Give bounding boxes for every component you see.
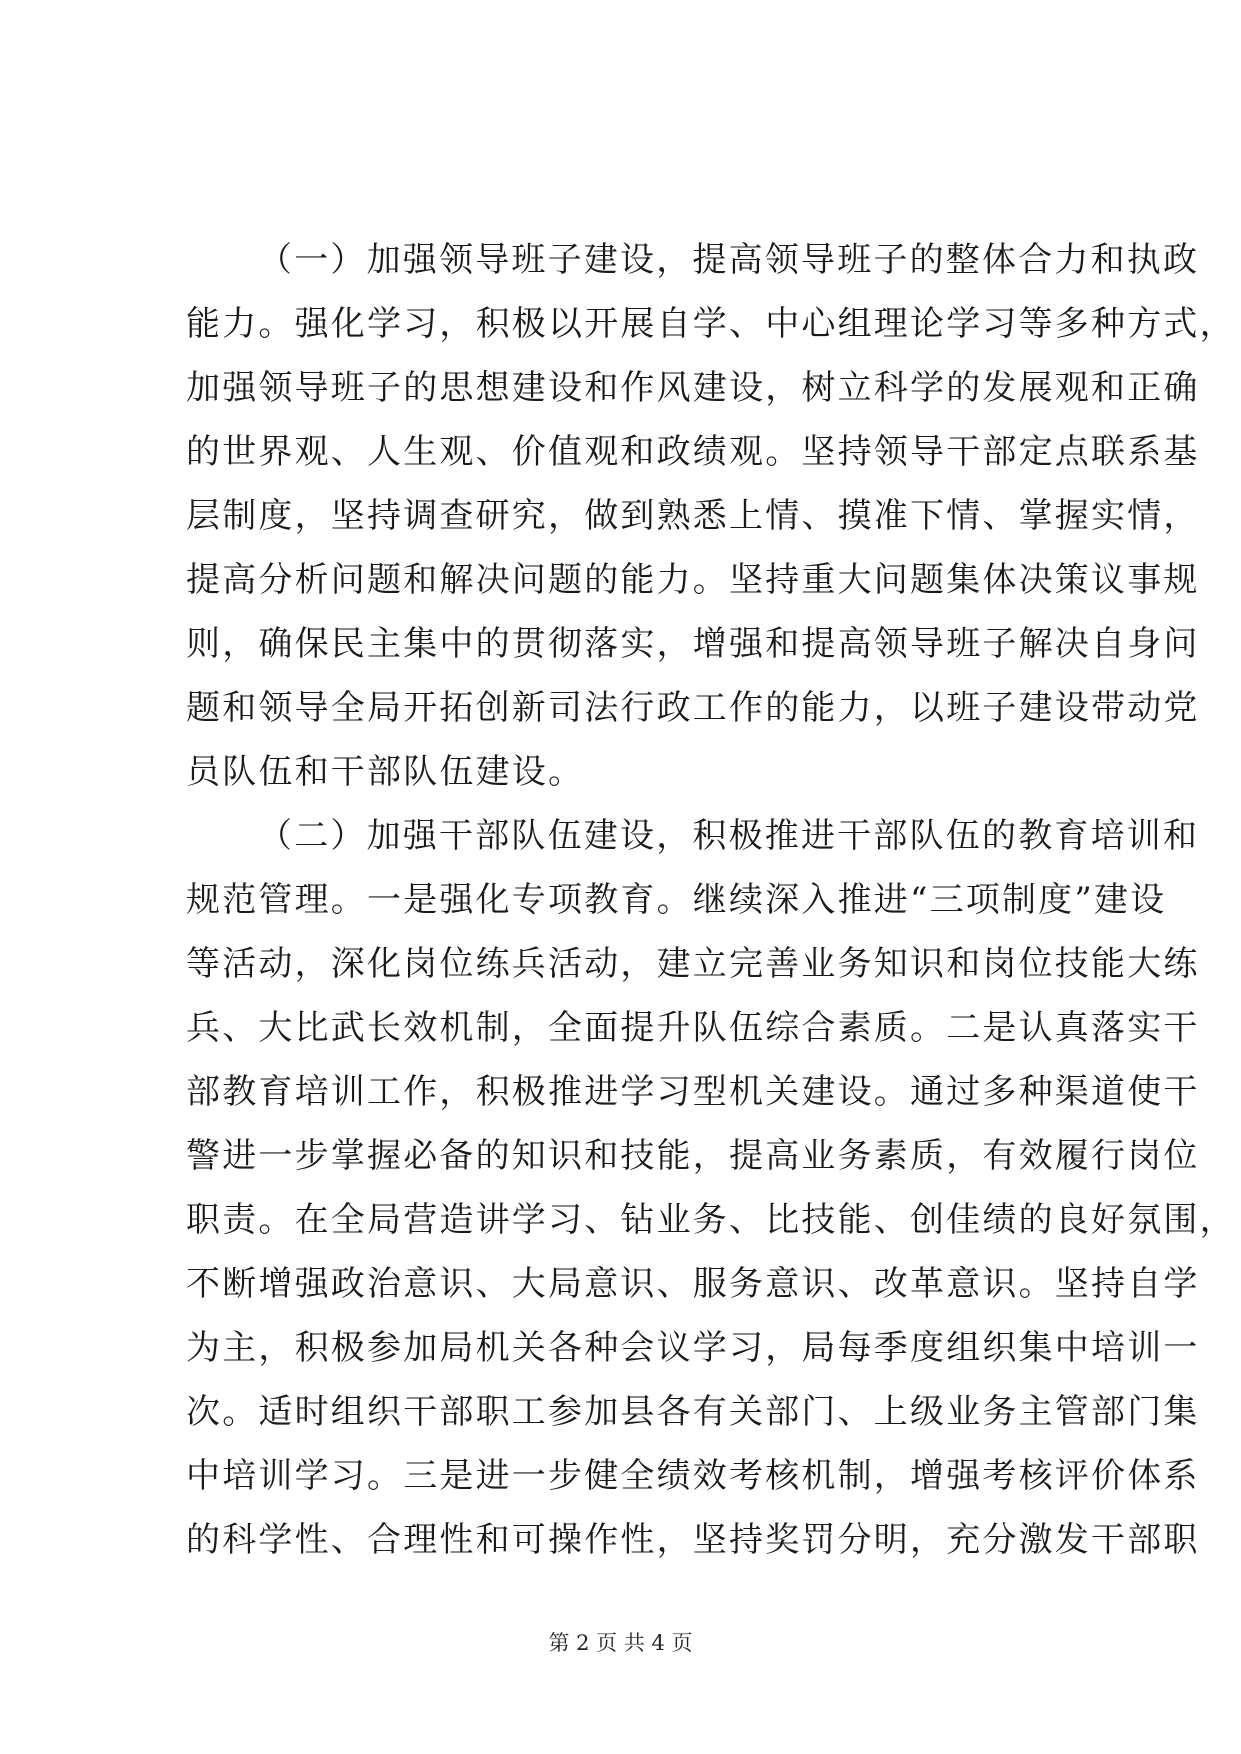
text-line: 警进一步掌握必备的知识和技能，提高业务素质，有效履行岗位 <box>186 1136 1200 1176</box>
text-line: 兵、大比武长效机制，全面提升队伍综合素质。二是认真落实干 <box>186 1008 1200 1048</box>
paragraph-2 <box>186 804 1236 1572</box>
text-line: 提高分析问题和解决问题的能力。坚持重大问题集体决策议事规 <box>186 560 1200 600</box>
text-line: 的科学性、合理性和可操作性，坚持奖罚分明，充分激发干部职 <box>186 1520 1200 1560</box>
text-line: 次。适时组织干部职工参加县各有关部门、上级业务主管部门集 <box>186 1392 1200 1432</box>
text-line: （一）加强领导班子建设，提高领导班子的整体合力和执政 <box>258 240 1200 280</box>
text-line: 员队伍和干部队伍建设。 <box>186 752 585 792</box>
page-number-footer: 第 2 页 共 4 页 <box>548 1631 693 1655</box>
paragraph-1 <box>186 228 1236 804</box>
text-line: 能力。强化学习，积极以开展自学、中心组理论学习等多种方式， <box>186 304 1236 344</box>
text-line: 中培训学习。三是进一步健全绩效考核机制，增强考核评价体系 <box>186 1456 1200 1496</box>
text-line: 则，确保民主集中的贯彻落实，增强和提高领导班子解决自身问 <box>186 624 1200 664</box>
text-line: 规范管理。一是强化专项教育。继续深入推进“三项制度”建设 <box>186 880 1167 920</box>
text-line: （二）加强干部队伍建设，积极推进干部队伍的教育培训和 <box>258 816 1200 856</box>
text-line: 为主，积极参加局机关各种会议学习，局每季度组织集中培训一 <box>186 1328 1200 1368</box>
text-line: 部教育培训工作，积极推进学习型机关建设。通过多种渠道使干 <box>186 1072 1200 1112</box>
text-line: 的世界观、人生观、价值观和政绩观。坚持领导干部定点联系基 <box>186 432 1200 472</box>
document-body <box>186 228 1236 1572</box>
text-line: 题和领导全局开拓创新司法行政工作的能力，以班子建设带动党 <box>186 688 1200 728</box>
text-line: 层制度，坚持调查研究，做到熟悉上情、摸准下情、掌握实情， <box>186 496 1200 536</box>
text-line: 加强领导班子的思想建设和作风建设，树立科学的发展观和正确 <box>186 368 1200 408</box>
text-line: 不断增强政治意识、大局意识、服务意识、改革意识。坚持自学 <box>186 1264 1200 1304</box>
text-line: 职责。在全局营造讲学习、钻业务、比技能、创佳绩的良好氛围， <box>186 1200 1236 1240</box>
text-line: 等活动，深化岗位练兵活动，建立完善业务知识和岗位技能大练 <box>186 944 1200 984</box>
